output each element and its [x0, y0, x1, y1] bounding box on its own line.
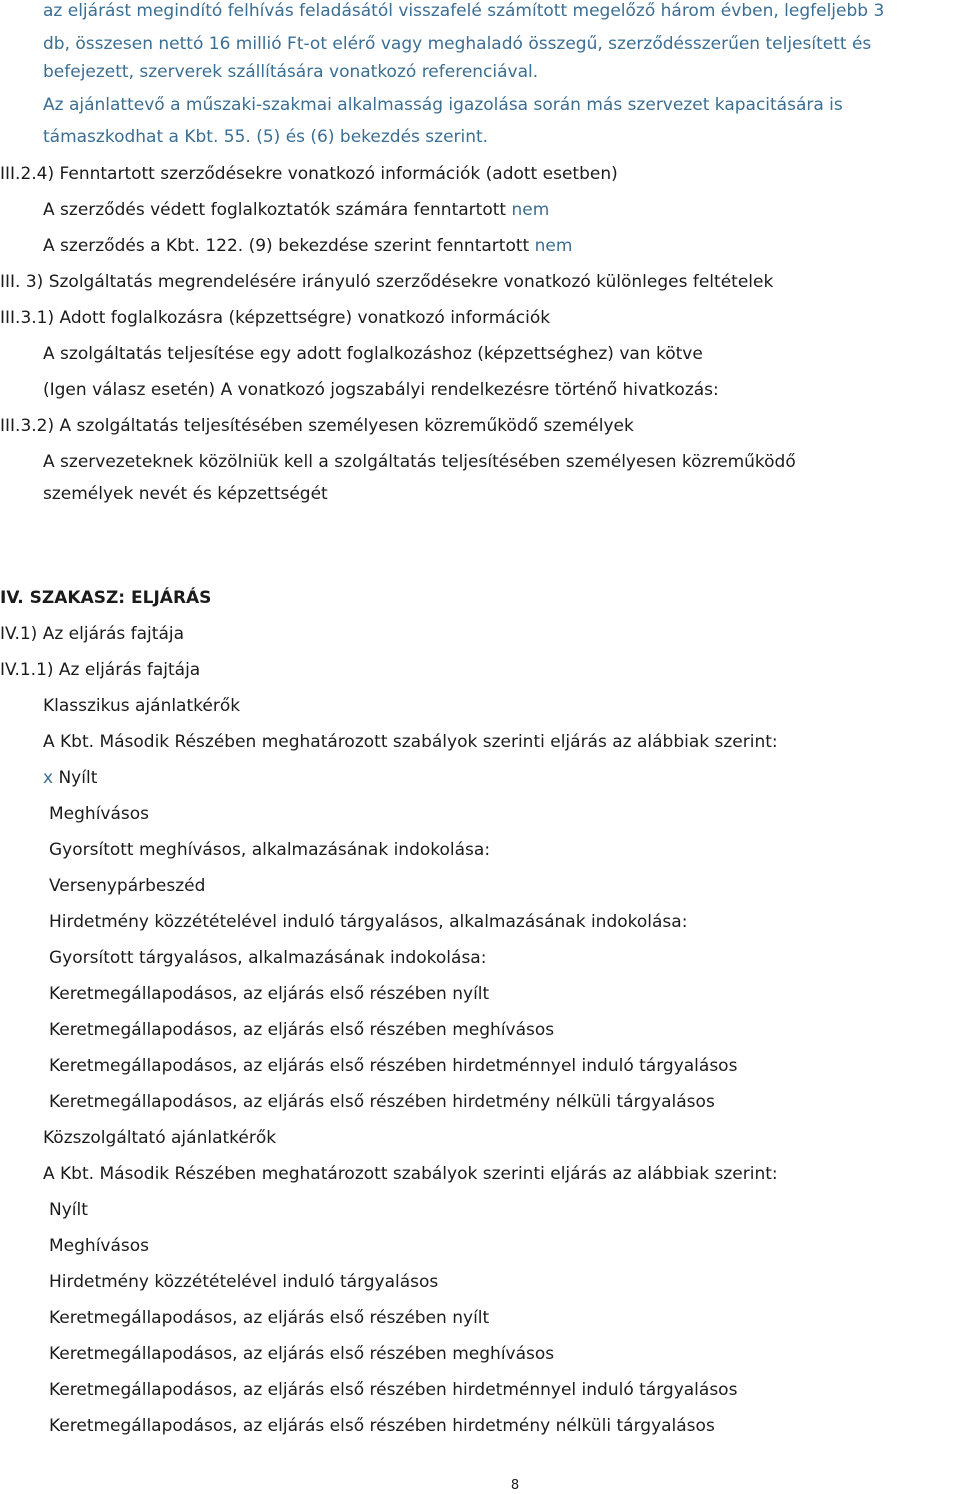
text-line-p15 — [43, 1163, 778, 1185]
text-span: Keretmegállapodásos, az eljárás első részében hirdetmény nélküli tárgyalásos — [49, 1416, 715, 1436]
text-line-q4 — [49, 1307, 489, 1329]
text-line-h1 — [0, 163, 618, 185]
text-line-h6 — [0, 623, 184, 645]
text-line-p8 — [43, 343, 703, 365]
text-span: az eljárást megindító felhívás feladásától visszafelé számított megelőző három évben, legfeljebb 3 — [43, 1, 885, 21]
text-line-p7 — [43, 235, 572, 257]
text-line-o2 — [49, 803, 149, 825]
text-span: Gyorsított tárgyalásos, alkalmazásának indokolása: — [49, 948, 487, 968]
text-line-p13 — [43, 731, 778, 753]
text-line-o7 — [49, 983, 489, 1005]
text-span: Versenypárbeszéd — [49, 876, 206, 896]
text-span: IV. SZAKASZ: ELJÁRÁS — [0, 588, 212, 608]
text-line-p12 — [43, 695, 240, 717]
text-line-o9 — [49, 1055, 737, 1077]
text-line-p6 — [43, 199, 549, 221]
text-span: III.3.1) Adott foglalkozásra (képzettségre) vonatkozó információk — [0, 308, 551, 328]
text-line-o6 — [49, 947, 486, 969]
text-span: támaszkodhat a Kbt. 55. — [43, 127, 251, 147]
text-span: Keretmegállapodásos, az eljárás első részében nyílt — [49, 1308, 490, 1328]
page-number: 8 — [510, 1478, 520, 1493]
text-span: Nyílt — [53, 768, 98, 788]
text-span: IV.1.1) Az eljárás fajtája — [0, 660, 201, 680]
text-line-o3 — [49, 839, 490, 861]
text-line-p2 — [43, 33, 871, 55]
text-line-o10 — [49, 1091, 715, 1113]
text-span: Hirdetmény közzétételével induló tárgyalásos — [49, 1272, 439, 1292]
text-span: Keretmegállapodásos, az eljárás első részében hirdetmény nélküli tárgyalásos — [49, 1092, 715, 1112]
text-line-p14 — [43, 1127, 276, 1149]
text-line-p5 — [43, 126, 488, 148]
text-span: Keretmegállapodásos, az eljárás első részében meghívásos — [49, 1020, 555, 1040]
text-line-q3 — [49, 1271, 438, 1293]
text-span: Közszolgáltató ajánlatkérők — [43, 1128, 277, 1148]
text-span: nem — [534, 236, 573, 256]
text-span: x — [43, 768, 54, 788]
text-line-p10 — [43, 451, 796, 473]
text-span: A Kbt. Második Részében meghatározott szabályok szerinti eljárás az alábbiak szerint: — [43, 732, 778, 752]
text-span: Keretmegállapodásos, az eljárás első részében hirdetménnyel induló tárgyalásos — [49, 1056, 738, 1076]
text-span: befejezett, szerverek szállítására vonatkozó referenciával. — [43, 62, 539, 82]
text-line-h3 — [0, 307, 550, 329]
text-span: Keretmegállapodásos, az eljárás első részében meghívásos — [49, 1344, 555, 1364]
text-line-o8 — [49, 1019, 554, 1041]
text-line-h2 — [0, 271, 773, 293]
text-line-q7 — [49, 1415, 715, 1437]
text-span: Keretmegállapodásos, az eljárás első részében nyílt — [49, 984, 490, 1004]
text-span: Klasszikus ajánlatkérők — [43, 696, 241, 716]
text-line-p9 — [43, 379, 719, 401]
text-line-o5 — [49, 911, 687, 933]
text-span: Meghívásos — [49, 804, 150, 824]
text-line-p3 — [43, 61, 538, 83]
text-line-o4 — [49, 875, 205, 897]
text-line-o1 — [43, 767, 97, 789]
text-span: III.3.2) A szolgáltatás teljesítésében személyesen közreműködő személyek — [0, 416, 634, 436]
text-span: Gyorsított meghívásos, alkalmazásának indokolása: — [49, 840, 491, 860]
text-span: III. 3) Szolgáltatás megrendelésére irányuló szerződésekre vonatkozó különleges feltételek — [0, 272, 774, 292]
text-span: A szerződés a Kbt. 122. — [43, 236, 249, 256]
text-span: (9) bekezdése szerint fenntartott — [248, 236, 535, 256]
text-span: A szolgáltatás teljesítése egy adott foglalkozáshoz (képzettséghez) van kötve — [43, 344, 703, 364]
text-line-h4 — [0, 415, 634, 437]
text-line-h5 — [0, 587, 211, 609]
text-line-q5 — [49, 1343, 554, 1365]
text-line-p11 — [43, 483, 328, 505]
text-span: Hirdetmény közzétételével induló tárgyalásos, alkalmazásának indokolása: — [49, 912, 688, 932]
text-span: Keretmegállapodásos, az eljárás első részében hirdetménnyel induló tárgyalásos — [49, 1380, 738, 1400]
text-span: személyek nevét és képzettségét — [43, 484, 328, 504]
text-span: A szervezeteknek közölniük kell a szolgáltatás teljesítésében személyesen közreműködő — [43, 452, 796, 472]
text-span: (Igen válasz esetén) A vonatkozó jogszabályi rendelkezésre történő hivatkozás: — [43, 380, 719, 400]
text-line-q2 — [49, 1235, 149, 1257]
text-span: A Kbt. Második Részében meghatározott szabályok szerinti eljárás az alábbiak szerint: — [43, 1164, 778, 1184]
text-span: III.2.4) Fenntartott szerződésekre vonatkozó információk (adott esetben) — [0, 164, 618, 184]
text-span: IV.1) Az eljárás fajtája — [0, 624, 185, 644]
text-span: Az ajánlattevő a műszaki-szakmai alkalmasság igazolása során más szervezet kapacitására is — [43, 95, 843, 115]
text-span: A szerződés védett foglalkoztatók számára fenntartott — [43, 200, 512, 220]
text-span: (5) és (6) bekezdés szerint. — [250, 127, 489, 147]
text-line-h7 — [0, 659, 200, 681]
text-span: Meghívásos — [49, 1236, 150, 1256]
text-line-q1 — [49, 1199, 88, 1221]
text-span: nem — [511, 200, 550, 220]
text-span: db, összesen nettó 16 millió Ft-ot elérő vagy meghaladó összegű, szerződésszerűen teljesített és — [43, 34, 872, 54]
text-span: Nyílt — [49, 1200, 88, 1220]
text-line-q6 — [49, 1379, 737, 1401]
text-line-p4 — [43, 94, 843, 116]
text-line-p1 — [43, 0, 884, 22]
